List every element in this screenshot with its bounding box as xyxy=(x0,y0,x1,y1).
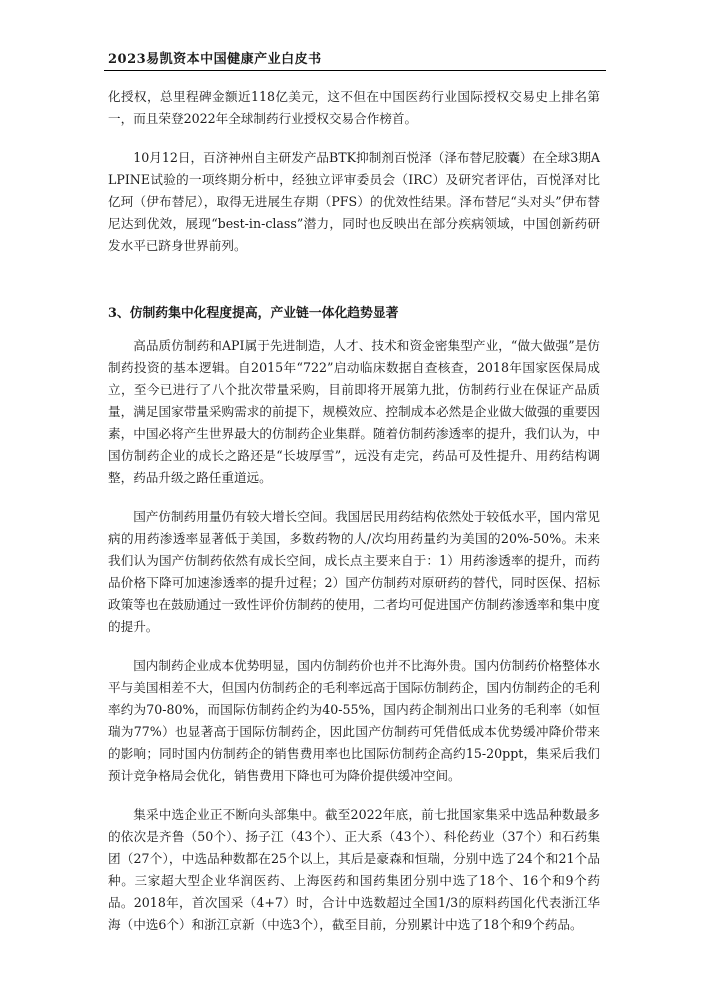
header-divider xyxy=(104,70,606,71)
paragraph-continued: 化授权，总里程碑金额近118亿美元，这不但在中国医药行业国际授权交易史上排名第一，而且荣登2022年全球制药行业授权交易合作榜首。 xyxy=(108,89,600,126)
paragraph-cost-advantage: 国内制药企业成本优势明显，国内仿制药价也并不比海外贵。国内仿制药价格整体水平与美国相差不大，但国内仿制药企的毛利率远高于国际仿制药企，国内仿制药企的毛利率约为70-80%，而国际仿制药企约为40-55%，国内药企制剂出口业务的毛利率（如恒瑞为77%）也显著高于国际仿制药企，因此国产仿制药可凭借低成本优势缓冲降价带来的影响；同时国内仿制药企的销售费用率也比国际仿制药企高约15-20ppt，集采后我们预计竞争格局会优化，销售费用下降也可为降价提供缓冲空间。 xyxy=(108,658,600,783)
paragraph-btk: 10月12日，百济神州自主研发产品BTK抑制剂百悦泽（泽布替尼胶囊）在全球3期ALPINE试验的一项终期分析中，经独立评审委员会（IRC）及研究者评估，百悦泽对比亿珂（伊布替尼），取得无进展生存期（PFS）的优效性结果。泽布替尼“头对头”伊布替尼达到优效，展现“best-in-class”潜力，同时也反映出在部分疾病领域，中国创新药研发水平已跻身世界前列。 xyxy=(108,150,600,253)
paragraph-concentration: 集采中选企业正不断向头部集中。截至2022年底，前七批国家集采中选品种数最多的依次是齐鲁（50个）、扬子江（43个）、正大系（43个）、科伦药业（37个）和石药集团（27个），中选品种数都在25个以上，其后是豪森和恒瑞，分别中选了24个和21个品种。三家超大型企业华润医药、上海医药和国药集团分别中选了18个、16个和9个药品。2018年，首次国采（4+7）时，合计中选数超过全国1/3的原料药国化代表浙江华海（中选6个）和浙江京新（中选3个），截至目前，分别累计中选了18个和9个药品。 xyxy=(108,807,600,932)
page-header-title: 2023易凯资本中国健康产业白皮书 xyxy=(108,52,322,67)
paragraph-generic-drugs: 高品质仿制药和API属于先进制造，人才、技术和资金密集型产业，“做大做强”是仿制药投资的基本逻辑。自2015年“722”启动临床数据自查核查，2018年国家医保局成立，至今已进行了八个批次带量采购，目前即将开展第九批，仿制药行业在保证产品质量，满足国家带量采购需求的前提下，规模效应、控制成本必然是企业做大做强的重要因素，中国必将产生世界最大的仿制药企业集群。随着仿制药渗透率的提升，我们认为，中国仿制药企业的成长之路还是“长坡厚雪”，远没有走完，药品可及性提升、用药结构调整，药品升级之路任重道远。 xyxy=(108,338,600,485)
document-body xyxy=(108,86,600,953)
paragraph-growth-space: 国产仿制药用量仍有较大增长空间。我国居民用药结构依然处于较低水平，国内常见病的用药渗透率显著低于美国，多数药物的人/次均用药量约为美国的20%-50%。未来我们认为国产仿制药依然有成长空间，成长点主要来自于：1）用药渗透率的提升，而药品价格下降可加速渗透率的提升过程；2）国产仿制药对原研药的替代，同时医保、招标政策等也在鼓励通过一致性评价仿制药的使用，二者均可促进国产仿制药渗透率和集中度的提升。 xyxy=(108,509,600,634)
section-heading: 3、仿制药集中化程度提高，产业链一体化趋势显著 xyxy=(108,306,399,321)
